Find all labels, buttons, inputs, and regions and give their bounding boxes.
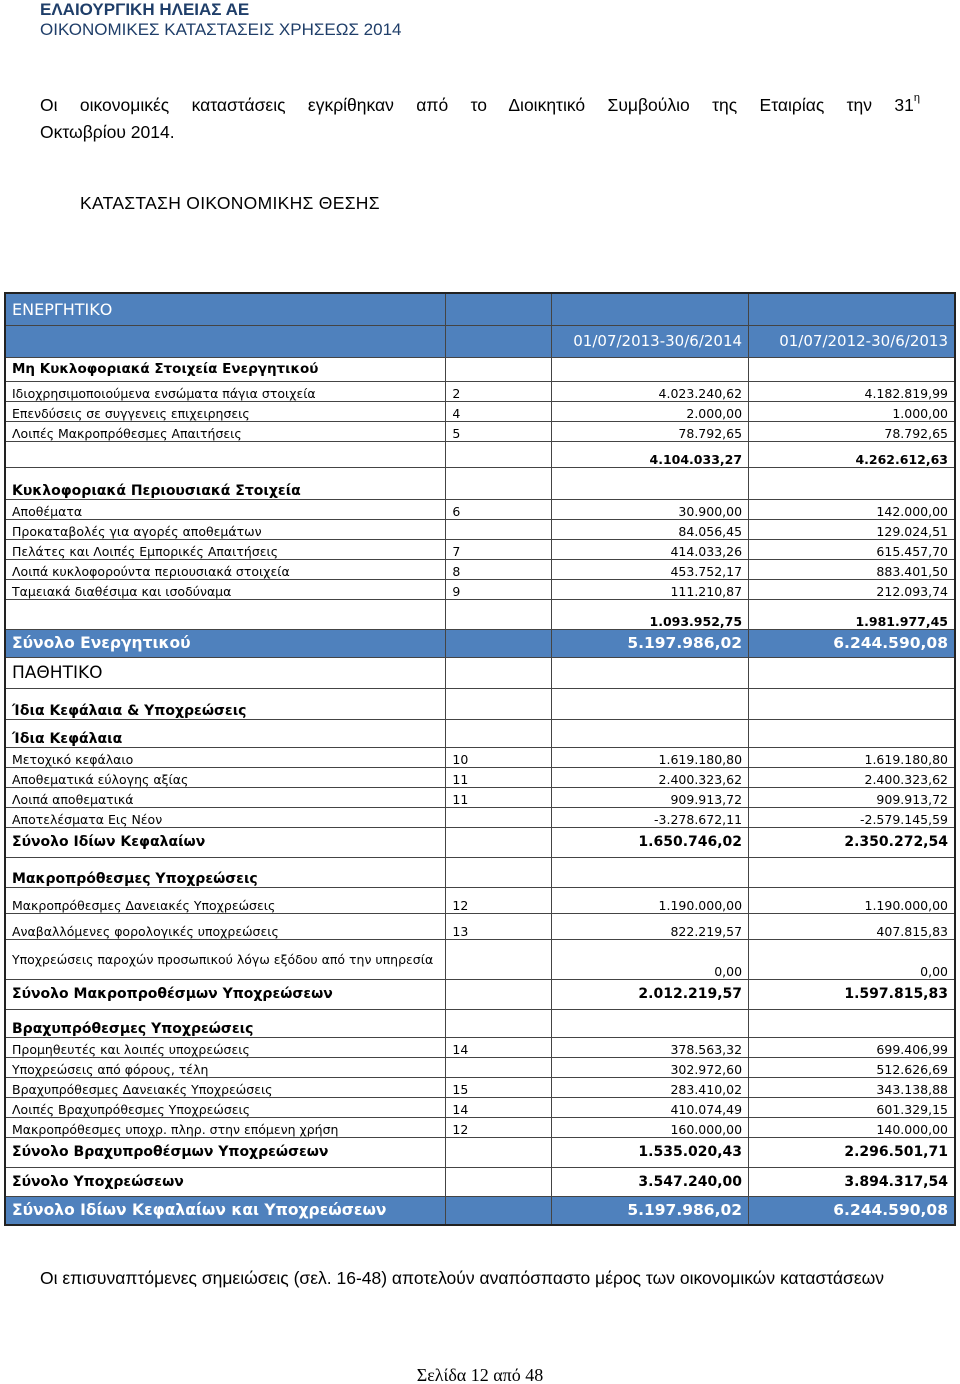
empty-cell — [446, 441, 551, 467]
empty-cell — [551, 857, 748, 887]
row-value-current: 1.190.000,00 — [551, 887, 748, 913]
table-row — [5, 807, 955, 827]
row-value-prior: 883.401,50 — [749, 559, 955, 579]
row-label: Μακροπρόθεσμες Δανειακές Υποχρεώσεις — [5, 887, 446, 913]
table-row — [5, 519, 955, 539]
period-header-row — [5, 325, 955, 357]
total-assets-label: Σύνολο Ενεργητικού — [5, 629, 446, 657]
grand-total-label: Σύνολο Ιδίων Κεφαλαίων και Υποχρεώσεων — [5, 1196, 446, 1225]
row-value-prior: 343.138,88 — [749, 1077, 955, 1097]
approval-date: Οκτωβρίου 2014. — [40, 122, 175, 142]
table-row — [5, 1077, 955, 1097]
row-note: 9 — [446, 579, 551, 599]
period-current: 01/07/2013-30/6/2014 — [551, 325, 748, 357]
row-value-current: 414.033,26 — [551, 539, 748, 559]
subtotal-prior: 4.262.612,63 — [749, 441, 955, 467]
assets-heading: ΕΝΕΡΓΗΤΙΚΟ — [5, 293, 446, 325]
empty-cell — [551, 688, 748, 719]
equity-total-current: 1.650.746,02 — [551, 827, 748, 857]
equity-liabilities-heading-row — [5, 688, 955, 719]
row-value-prior: 699.406,99 — [749, 1037, 955, 1057]
empty-cell — [446, 599, 551, 629]
row-label: Λοιπά κυκλοφορούντα περιουσιακά στοιχεία — [5, 559, 446, 579]
row-note: 13 — [446, 913, 551, 939]
table-row — [5, 767, 955, 787]
empty-cell — [446, 657, 551, 688]
subtotal-prior: 1.981.977,45 — [749, 599, 955, 629]
table-row — [5, 1037, 955, 1057]
row-value-current: 410.074,49 — [551, 1097, 748, 1117]
table-row — [5, 887, 955, 913]
empty-cell — [446, 979, 551, 1009]
row-note: 2 — [446, 381, 551, 401]
row-label: Ταμειακά διαθέσιμα και ισοδύναμα — [5, 579, 446, 599]
grand-total-current: 5.197.986,02 — [551, 1196, 748, 1225]
table-row — [5, 939, 955, 979]
table-row — [5, 787, 955, 807]
equity-total-label: Σύνολο Ιδίων Κεφαλαίων — [5, 827, 446, 857]
row-value-current: 78.792,65 — [551, 421, 748, 441]
row-label: Λοιπές Μακροπρόθεσμες Απαιτήσεις — [5, 421, 446, 441]
row-value-prior: 615.457,70 — [749, 539, 955, 559]
empty-cell — [446, 467, 551, 499]
table-row — [5, 913, 955, 939]
approval-superscript: η — [913, 92, 920, 104]
empty-cell — [446, 1137, 551, 1167]
liabilities-total — [5, 1167, 955, 1196]
row-value-prior: 212.093,74 — [749, 579, 955, 599]
liabilities-total-prior: 3.894.317,54 — [749, 1167, 955, 1196]
empty-cell — [551, 719, 748, 747]
total-assets — [5, 629, 955, 657]
subtotal-current: 4.104.033,27 — [551, 441, 748, 467]
row-label: Μακροπρόθεσμες υποχρ. πληρ. στην επόμενη χρήση — [5, 1117, 446, 1137]
total-assets-current: 5.197.986,02 — [551, 629, 748, 657]
row-note: 8 — [446, 559, 551, 579]
row-value-current: 111.210,87 — [551, 579, 748, 599]
equity-heading-row — [5, 719, 955, 747]
shortterm-total-current: 1.535.020,43 — [551, 1137, 748, 1167]
table-row — [5, 401, 955, 421]
row-value-prior: 1.000,00 — [749, 401, 955, 421]
equity-total — [5, 827, 955, 857]
empty-cell — [551, 657, 748, 688]
row-value-current: 302.972,60 — [551, 1057, 748, 1077]
longterm-total-label: Σύνολο Μακροπροθέσμων Υποχρεώσεων — [5, 979, 446, 1009]
noncurrent-heading: Μη Κυκλοφοριακά Στοιχεία Ενεργητικού — [5, 357, 446, 381]
financial-position-table — [4, 292, 956, 1226]
subtotal-row — [5, 441, 955, 467]
row-value-prior: 78.792,65 — [749, 421, 955, 441]
empty-cell — [446, 1196, 551, 1225]
total-assets-prior: 6.244.590,08 — [749, 629, 955, 657]
table-row — [5, 559, 955, 579]
empty-cell — [446, 1167, 551, 1196]
row-value-prior: 2.400.323,62 — [749, 767, 955, 787]
row-value-current: 84.056,45 — [551, 519, 748, 539]
statement-title: ΚΑΤΑΣΤΑΣΗ ΟΙΚΟΝΟΜΙΚΗΣ ΘΕΣΗΣ — [80, 193, 380, 213]
row-note: 4 — [446, 401, 551, 421]
table-row — [5, 1117, 955, 1137]
empty-cell — [446, 688, 551, 719]
row-value-prior: 140.000,00 — [749, 1117, 955, 1137]
row-note: 10 — [446, 747, 551, 767]
row-label: Αποτελέσματα Εις Νέον — [5, 807, 446, 827]
equity-liabilities-heading: Ίδια Κεφάλαια & Υποχρεώσεις — [5, 688, 446, 719]
row-label: Υποχρεώσεις από φόρους, τέλη — [5, 1057, 446, 1077]
row-value-prior: 142.000,00 — [749, 499, 955, 519]
empty-cell — [749, 1009, 955, 1037]
period-prior: 01/07/2012-30/6/2013 — [749, 325, 955, 357]
shortterm-heading: Βραχυπρόθεσμες Υποχρεώσεις — [5, 1009, 446, 1037]
row-value-current: 160.000,00 — [551, 1117, 748, 1137]
row-note: 12 — [446, 1117, 551, 1137]
empty-cell — [446, 1009, 551, 1037]
row-value-prior: 1.190.000,00 — [749, 887, 955, 913]
row-note — [446, 807, 551, 827]
table-row — [5, 579, 955, 599]
longterm-total — [5, 979, 955, 1009]
row-note: 5 — [446, 421, 551, 441]
row-note: 12 — [446, 887, 551, 913]
empty-cell — [446, 719, 551, 747]
row-label: Αποθεματικά εύλογης αξίας — [5, 767, 446, 787]
empty-cell — [749, 688, 955, 719]
row-label: Ιδιοχρησιμοποιούμενα ενσώματα πάγια στοιχεία — [5, 381, 446, 401]
row-label: Μετοχικό κεφάλαιο — [5, 747, 446, 767]
liabilities-total-current: 3.547.240,00 — [551, 1167, 748, 1196]
table-row — [5, 499, 955, 519]
approval-text: Οι οικονομικές καταστάσεις εγκρίθηκαν από το Διοικητικό Συμβούλιο της Εταιρίας την 31 — [40, 94, 914, 115]
row-value-current: 30.900,00 — [551, 499, 748, 519]
current-assets-heading: Κυκλοφοριακά Περιουσιακά Στοιχεία — [5, 467, 446, 499]
shortterm-total-prior: 2.296.501,71 — [749, 1137, 955, 1167]
empty-cell — [5, 441, 446, 467]
row-value-current: 2.400.323,62 — [551, 767, 748, 787]
row-value-current: 1.619.180,80 — [551, 747, 748, 767]
equity-heading: Ίδια Κεφάλαια — [5, 719, 446, 747]
empty-cell — [749, 719, 955, 747]
empty-cell — [749, 857, 955, 887]
company-name: ΕΛΑΙΟΥΡΓΙΚΗ ΗΛΕΙΑΣ ΑΕ — [40, 0, 250, 19]
row-value-prior: 129.024,51 — [749, 519, 955, 539]
row-note: 11 — [446, 767, 551, 787]
row-note: 15 — [446, 1077, 551, 1097]
table-row — [5, 421, 955, 441]
page-number: Σελίδα 12 από 48 — [416, 1365, 544, 1384]
document-subtitle: ΟΙΚΟΝΟΜΙΚΕΣ ΚΑΤΑΣΤΑΣΕΙΣ ΧΡΗΣΕΩΣ 2014 — [40, 20, 402, 39]
row-label: Λοιπές Βραχυπρόθεσμες Υποχρεώσεις — [5, 1097, 446, 1117]
row-value-prior: 407.815,83 — [749, 913, 955, 939]
subtotal-row — [5, 599, 955, 629]
row-value-prior: 601.329,15 — [749, 1097, 955, 1117]
empty-cell — [551, 467, 748, 499]
row-label: Βραχυπρόθεσμες Δανειακές Υποχρεώσεις — [5, 1077, 446, 1097]
row-label: Προκαταβολές για αγορές αποθεμάτων — [5, 519, 446, 539]
empty-cell — [446, 629, 551, 657]
table-row — [5, 1057, 955, 1077]
empty-cell — [5, 599, 446, 629]
footer-note: Οι επισυναπτόμενες σημειώσεις (σελ. 16-48) αποτελούν αναπόσπαστο μέρος των οικονομικών καταστάσεων — [40, 1268, 885, 1288]
row-value-current: 822.219,57 — [551, 913, 748, 939]
grand-total — [5, 1196, 955, 1225]
row-note: 7 — [446, 539, 551, 559]
assets-header-row — [5, 293, 955, 325]
row-value-current: 909.913,72 — [551, 787, 748, 807]
longterm-total-current: 2.012.219,57 — [551, 979, 748, 1009]
row-label: Προμηθευτές και λοιπές υποχρεώσεις — [5, 1037, 446, 1057]
empty-cell — [749, 467, 955, 499]
empty-cell — [446, 827, 551, 857]
row-value-current: 453.752,17 — [551, 559, 748, 579]
shortterm-total-label: Σύνολο Βραχυπροθέσμων Υποχρεώσεων — [5, 1137, 446, 1167]
current-assets-heading-row — [5, 467, 955, 499]
liabilities-total-label: Σύνολο Υποχρεώσεων — [5, 1167, 446, 1196]
shortterm-total — [5, 1137, 955, 1167]
empty-cell — [551, 1009, 748, 1037]
row-value-prior: -2.579.145,59 — [749, 807, 955, 827]
row-value-prior: 1.619.180,80 — [749, 747, 955, 767]
liabilities-heading: ΠΑΘΗΤΙΚΟ — [5, 657, 446, 688]
row-value-prior: 0,00 — [749, 939, 955, 979]
row-note: 11 — [446, 787, 551, 807]
row-note — [446, 519, 551, 539]
row-label: Υποχρεώσεις παροχών προσωπικού λόγω εξόδου από την υπηρεσία — [5, 939, 446, 979]
row-value-current: 0,00 — [551, 939, 748, 979]
longterm-total-prior: 1.597.815,83 — [749, 979, 955, 1009]
empty-cell — [446, 857, 551, 887]
row-value-current: 2.000,00 — [551, 401, 748, 421]
empty-cell — [749, 657, 955, 688]
row-label: Αναβαλλόμενες φορολογικές υποχρεώσεις — [5, 913, 446, 939]
row-value-prior: 909.913,72 — [749, 787, 955, 807]
shortterm-heading-row — [5, 1009, 955, 1037]
row-value-prior: 512.626,69 — [749, 1057, 955, 1077]
row-note: 14 — [446, 1097, 551, 1117]
longterm-heading-row — [5, 857, 955, 887]
table-row — [5, 381, 955, 401]
subtotal-current: 1.093.952,75 — [551, 599, 748, 629]
row-label: Επενδύσεις σε συγγενεις επιχειρησεις — [5, 401, 446, 421]
row-value-current: 4.023.240,62 — [551, 381, 748, 401]
noncurrent-header-row — [5, 357, 955, 381]
row-value-current: -3.278.672,11 — [551, 807, 748, 827]
row-note: 14 — [446, 1037, 551, 1057]
row-label: Λοιπά αποθεματικά — [5, 787, 446, 807]
row-value-current: 378.563,32 — [551, 1037, 748, 1057]
table-row — [5, 1097, 955, 1117]
liabilities-heading-row — [5, 657, 955, 688]
row-label: Αποθέματα — [5, 499, 446, 519]
table-row — [5, 539, 955, 559]
row-note — [446, 939, 551, 979]
row-value-prior: 4.182.819,99 — [749, 381, 955, 401]
row-label: Πελάτες και Λοιπές Εμπορικές Απαιτήσεις — [5, 539, 446, 559]
table-row — [5, 747, 955, 767]
grand-total-prior: 6.244.590,08 — [749, 1196, 955, 1225]
row-note — [446, 1057, 551, 1077]
longterm-heading: Μακροπρόθεσμες Υποχρεώσεις — [5, 857, 446, 887]
approval-statement — [40, 86, 920, 121]
row-note: 6 — [446, 499, 551, 519]
row-value-current: 283.410,02 — [551, 1077, 748, 1097]
equity-total-prior: 2.350.272,54 — [749, 827, 955, 857]
